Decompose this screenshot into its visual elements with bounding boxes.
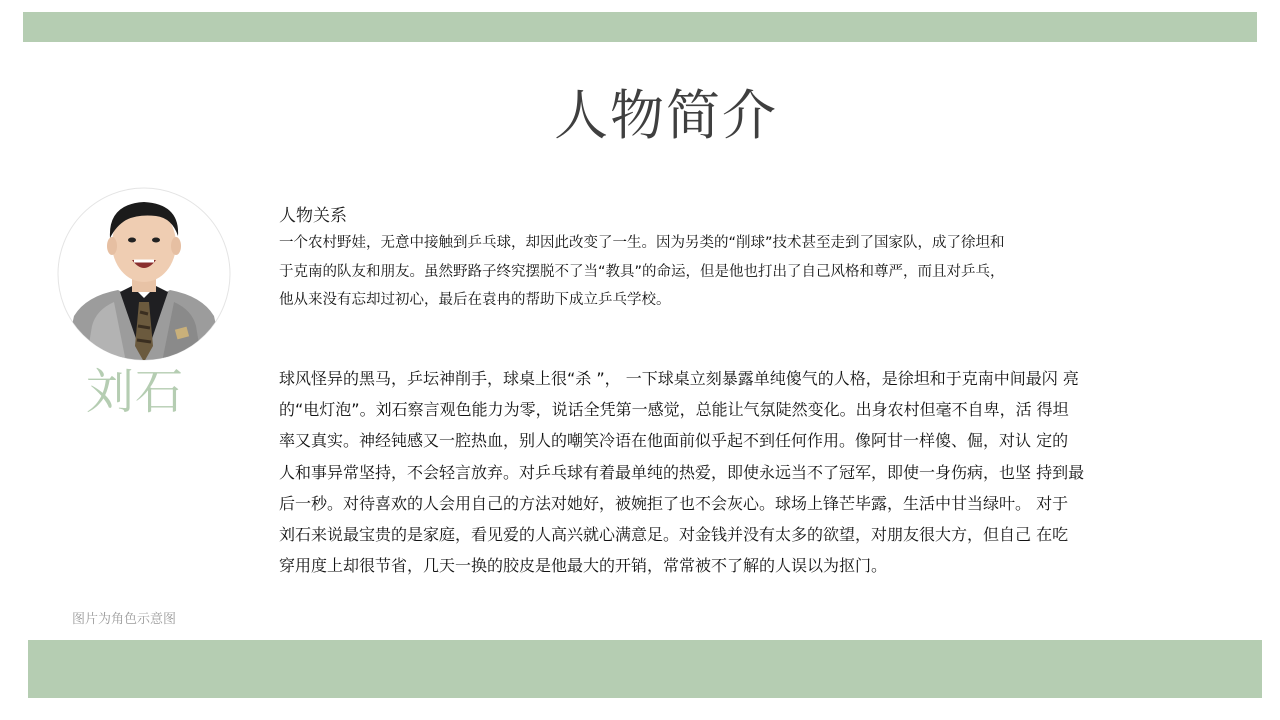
paragraph-line: 穿用度上却很节省，几天一换的胶皮是他最大的开销，常常被不了解的人误以为抠门。 <box>279 556 888 576</box>
character-name: 刘石 <box>86 364 185 420</box>
relationships-heading: 人物关系 <box>279 206 347 226</box>
page-title: 人物简介 <box>554 84 778 147</box>
paragraph-line: 一个农村野娃，无意中接触到乒乓球，却因此改变了一生。因为另类的“削球”技术甚至走到了国家队，成了徐坦和 <box>279 235 1005 251</box>
paragraph-line: 率又真实。神经钝感又一腔热血，别人的嘲笑冷语在他面前似乎起不到任何作用。像阿甘一样傻、倔，对认 定的 <box>279 431 1069 451</box>
bottom-accent-bar <box>28 640 1262 698</box>
paragraph-line: 于克南的队友和朋友。虽然野路子终究摆脱不了当“教具”的命运，但是他也打出了自己风格和尊严，而且对乒乓， <box>279 263 1005 280</box>
paragraph-line: 人和事异常坚持，不会轻言放弃。对乒乓球有着最单纯的热爱，即使永远当不了冠军，即使一身伤病，也坚 持到最 <box>279 462 1085 482</box>
paragraph-line: 刘石来说最宝贵的是家庭，看见爱的人高兴就心满意足。对金钱并没有太多的欲望，对朋友很大方，但自己 在吃 <box>279 525 1069 545</box>
character-portrait <box>56 186 232 362</box>
paragraph-line: 他从来没有忘却过初心，最后在袁冉的帮助下成立乒乓学校。 <box>279 292 671 308</box>
relationships-paragraph <box>279 229 1109 315</box>
top-accent-bar <box>23 12 1257 42</box>
image-caption: 图片为角色示意图 <box>72 612 177 627</box>
description-paragraph <box>279 363 1149 581</box>
paragraph-line: 球风怪异的黑马，乒坛神削手，球桌上很“杀 ”， 一下球桌立刻暴露单纯傻气的人格，是徐坦和于克南中间最闪 亮 <box>279 369 1079 388</box>
paragraph-line: 的“电灯泡”。刘石察言观色能力为零，说话全凭第一感觉，总能让气氛陡然变化。出身农村但毫不自卑，活 得坦 <box>279 400 1069 420</box>
paragraph-line: 后一秒。对待喜欢的人会用自己的方法对她好，被婉拒了也不会灰心。球场上锋芒毕露，生活中甘当绿叶。 对于 <box>279 493 1069 513</box>
